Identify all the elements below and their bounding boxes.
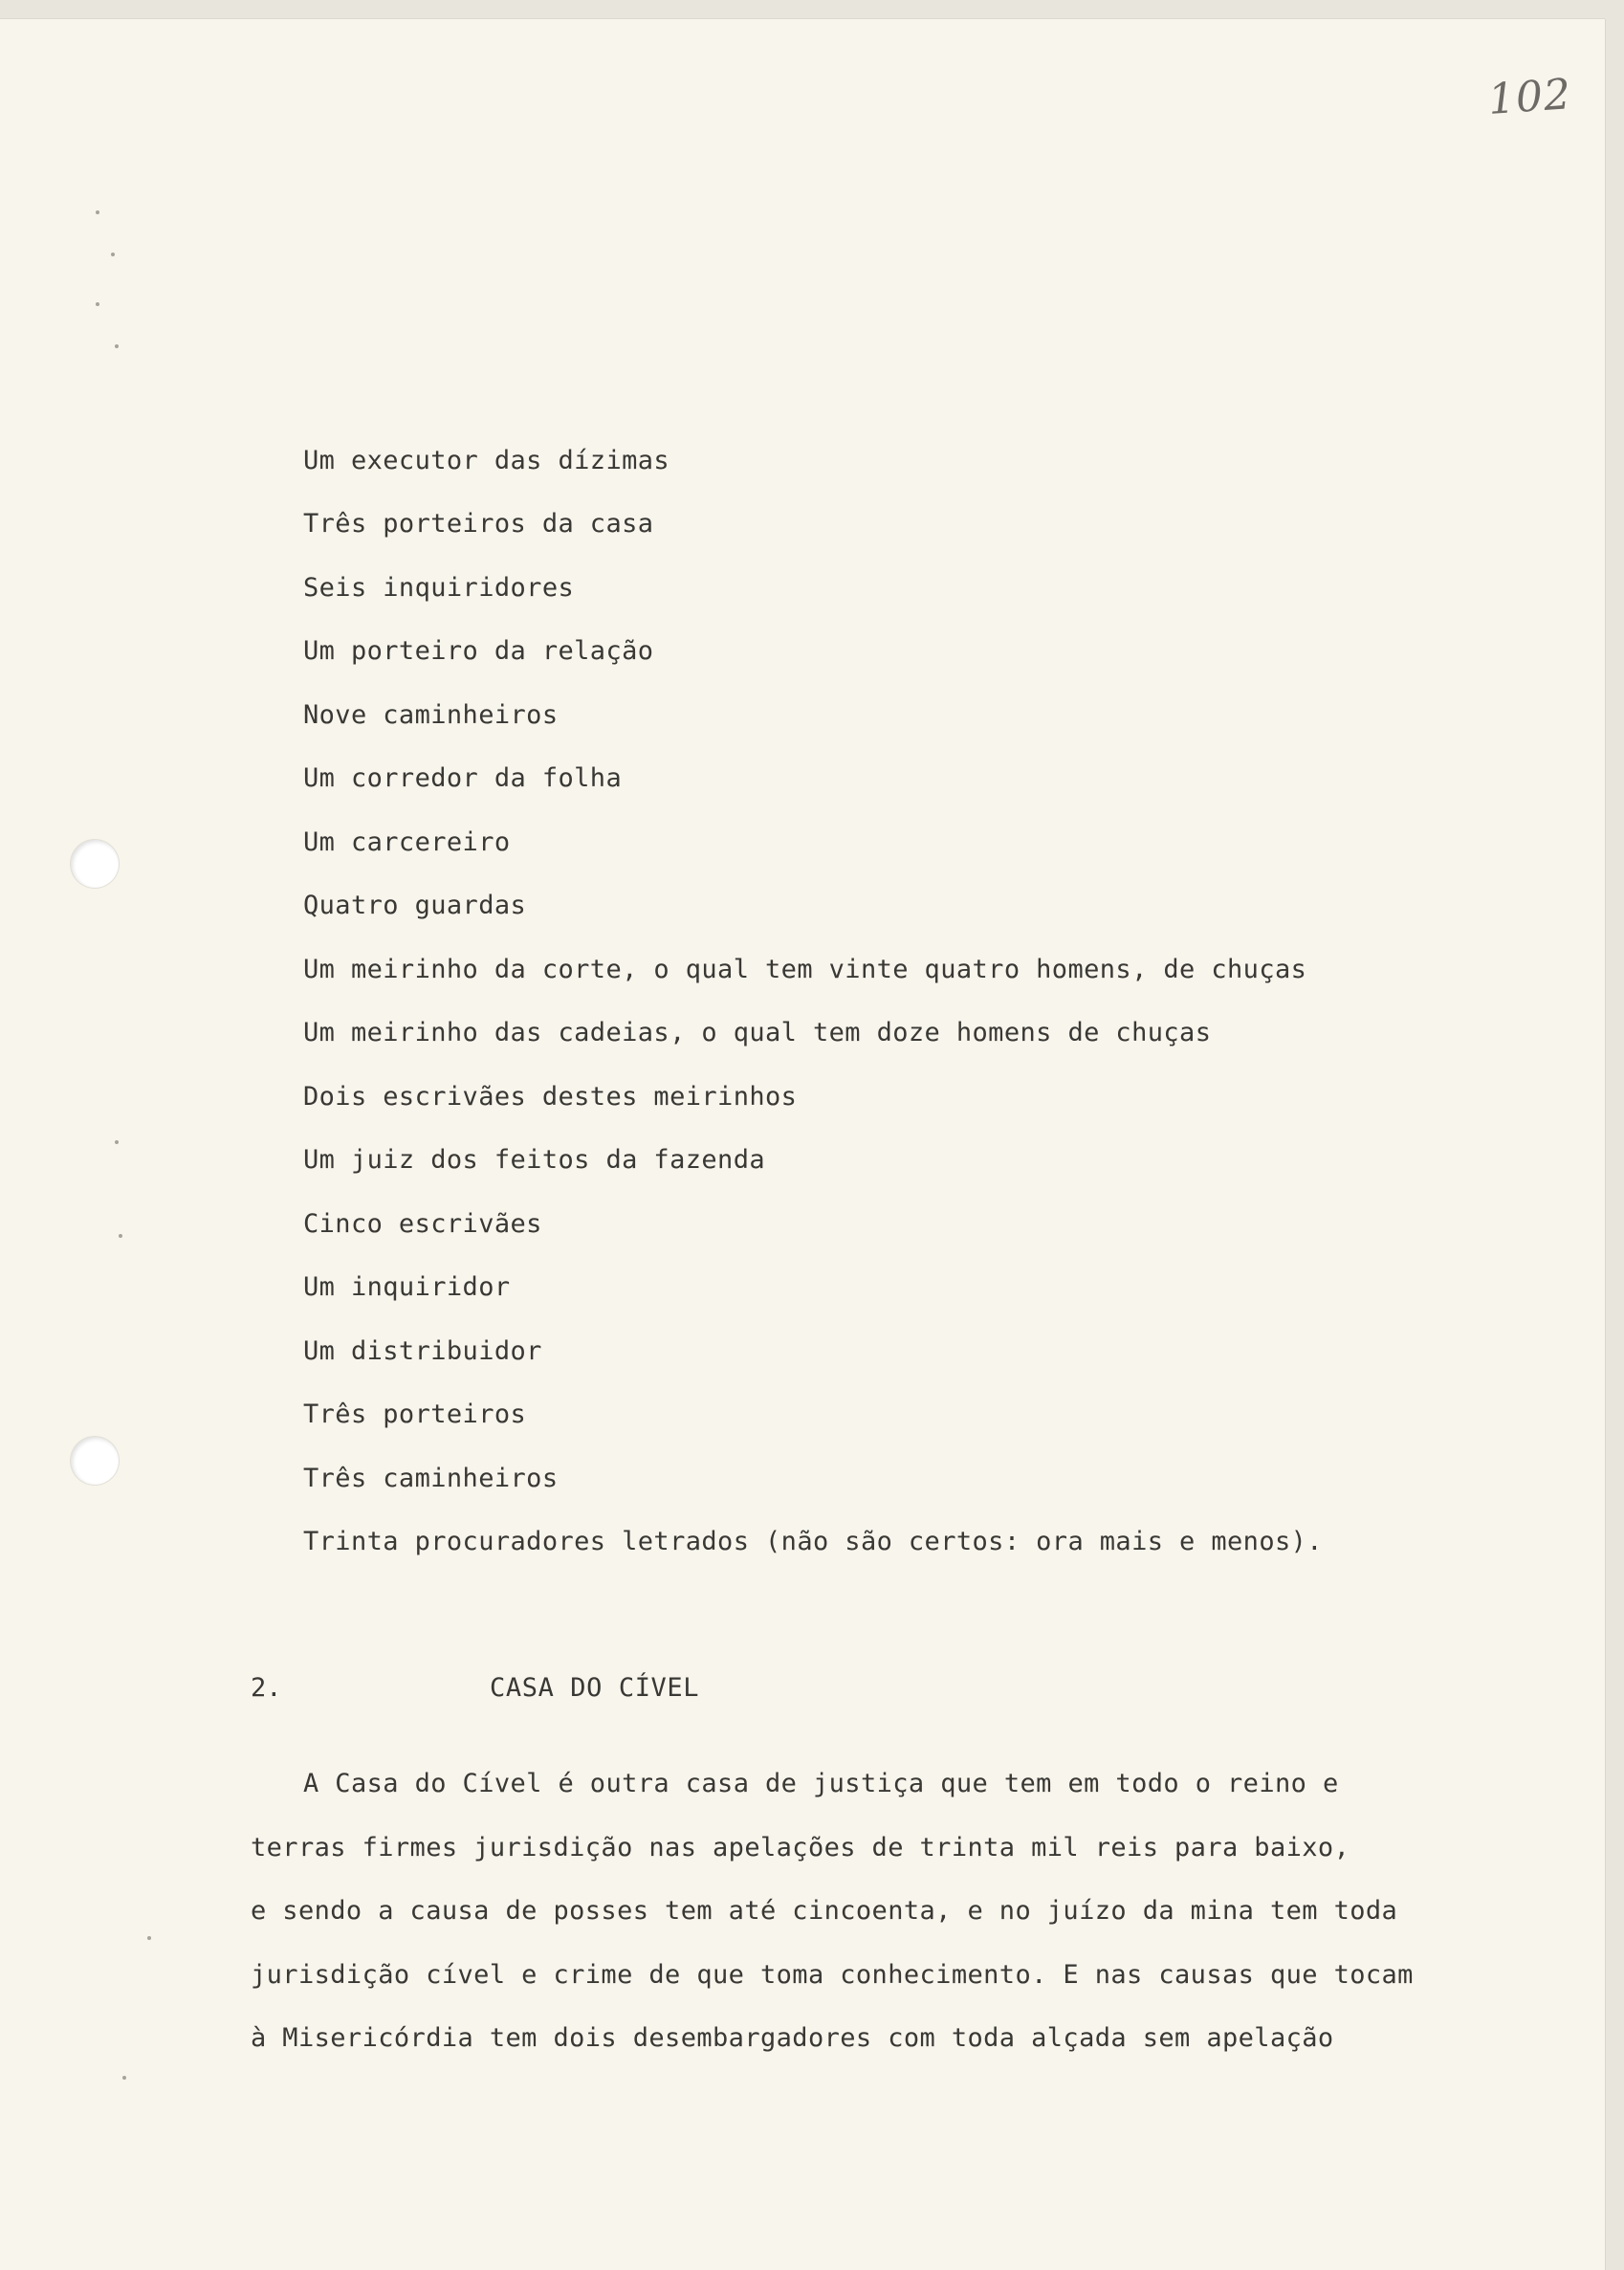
list-item: Três porteiros [303, 1399, 527, 1429]
list-item: Seis inquiridores [303, 573, 575, 603]
list-item: Um meirinho das cadeias, o qual tem doze homens de chuças [303, 1018, 1212, 1047]
section-title: CASA DO CÍVEL [490, 1673, 700, 1703]
staple-mark [96, 210, 99, 214]
list-item: Trinta procuradores letrados (não são certos: ora mais e menos). [303, 1527, 1323, 1556]
staple-mark [147, 1936, 151, 1940]
list-item: Três caminheiros [303, 1464, 559, 1493]
staple-mark [111, 253, 115, 256]
list-item: Um distribuidor [303, 1336, 542, 1366]
list-item: Dois escrivães destes meirinhos [303, 1082, 798, 1112]
punch-hole-top [71, 840, 119, 888]
list-item: Um meirinho da corte, o qual tem vinte quatro homens, de chuças [303, 955, 1307, 984]
paragraph-line: e sendo a causa de posses tem até cincoenta, e no juízo da mina tem toda [251, 1896, 1398, 1926]
list-item: Um executor das dízimas [303, 446, 670, 475]
staple-mark [96, 302, 99, 306]
list-item: Um porteiro da relação [303, 636, 654, 666]
list-item: Um corredor da folha [303, 763, 623, 793]
paragraph-line: jurisdição cível e crime de que toma conhecimento. E nas causas que tocam [251, 1960, 1414, 1990]
list-item: Nove caminheiros [303, 700, 559, 730]
section-number: 2. [251, 1673, 282, 1703]
list-item: Quatro guardas [303, 891, 527, 920]
staple-mark [115, 344, 119, 348]
list-item: Cinco escrivães [303, 1209, 542, 1239]
page-number: 102 [1486, 70, 1573, 124]
document-page [0, 19, 1605, 2270]
list-item: Um juiz dos feitos da fazenda [303, 1145, 766, 1175]
staple-mark [119, 1234, 122, 1238]
staple-mark [122, 2076, 126, 2080]
paragraph-line: A Casa do Cível é outra casa de justiça que tem em todo o reino e [303, 1769, 1339, 1798]
paragraph-line: terras firmes jurisdição nas apelações de trinta mil reis para baixo, [251, 1833, 1350, 1862]
punch-hole-bottom [71, 1437, 119, 1485]
list-item: Três porteiros da casa [303, 509, 654, 539]
list-item: Um carcereiro [303, 827, 511, 857]
staple-mark [115, 1140, 119, 1144]
list-item: Um inquiridor [303, 1272, 511, 1302]
paragraph-line: à Misericórdia tem dois desembargadores com toda alçada sem apelação [251, 2023, 1334, 2053]
